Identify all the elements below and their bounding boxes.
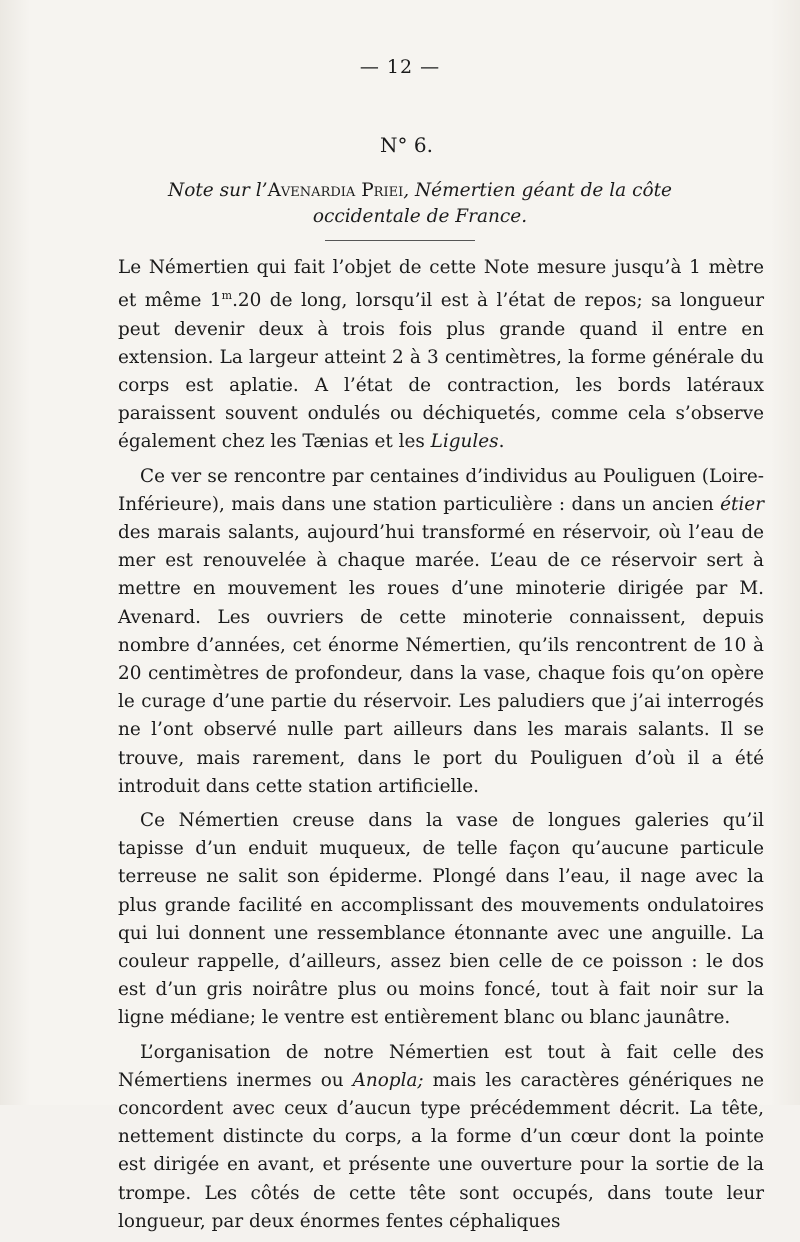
- paragraph-2: Ce ver se rencontre par centaines d’individus au Pouliguen (Loire-Inférieure), mais dans une station particulière : dans un ancien étier des marais salants, aujourd’hui transformé en réservoir, où l’eau de mer est renouvelée à chaque marée. L’eau de ce réservoir sert à mettre en mouvement les roues d’une minoterie dirigée par M. Avenard. Les ouvriers de cette minoterie connaissent, depuis nombre d’années, cet énorme Némertien, qu’ils rencontrent de 10 à 20 centimètres de profondeur, dans la vase, chaque fois qu’on opère le curage d’une partie du réservoir. Les paludiers que j’ai interrogés ne l’ont observé nulle part ailleurs dans les marais salants. Il se trouve, mais rarement, dans le port du Pouliguen d’où il a été introduit dans cette station artificielle.: [118, 465, 764, 797]
- title-line-2: occidentale de France.: [312, 206, 528, 227]
- article-title: [160, 178, 680, 230]
- page-number: — 12 —: [359, 56, 441, 78]
- title-divider: [325, 240, 475, 241]
- title-species: Priei: [361, 180, 404, 201]
- title-genus: Avenardia: [267, 180, 356, 201]
- paragraph-3: Ce Némertien creuse dans la vase de longues galeries qu’il tapisse d’un enduit muqueux, de telle façon qu’aucune particule terreuse ne salit son épiderme. Plongé dans l’eau, il nage avec la plus grande facilité en accomplissant des mouvements ondulatoires qui lui donnent une ressemblance étonnante avec une anguille. La couleur rappelle, d’ailleurs, assez bien celle de ce poisson : le dos est d’un gris noirâtre plus ou moins foncé, tout à fait noir sur la ligne médiane; le ventre est entièrement blanc ou blanc jaunâtre.: [118, 809, 764, 1029]
- paragraph-4: L’organisation de notre Némertien est tout à fait celle des Némertiens inermes ou Anopla; mais les caractères génériques ne concordent avec ceux d’aucun type précédemment décrit. La tête, nettement distincte du corps, a la forme d’un cœur dont la pointe est dirigée en avant, et présente une ouverture pour la sortie de la trompe. Les côtés de cette tête sont occupés, dans toute leur longueur, par deux énormes fentes céphaliques: [118, 1041, 764, 1232]
- title-suffix: , Némertien géant de la côte: [403, 180, 672, 201]
- title-prefix: Note sur l’: [168, 180, 268, 201]
- article-number: N° 6.: [380, 133, 433, 157]
- article-body: [118, 254, 764, 1242]
- paragraph-1: Le Némertien qui fait l’objet de cette Note mesure jusqu’à 1 mètre et même 1$^m$.20 de long, lorsqu’il est à l’état de repos; sa longueur peut devenir deux à trois fois plus grande quand il entre en extension. La largeur atteint 2 à 3 centimètres, la forme générale du corps est aplatie. A l’état de contraction, les bords latéraux paraissent souvent ondulés ou déchiquetés, comme cela s’observe également chez les Tænias et les Ligules.: [118, 257, 764, 453]
